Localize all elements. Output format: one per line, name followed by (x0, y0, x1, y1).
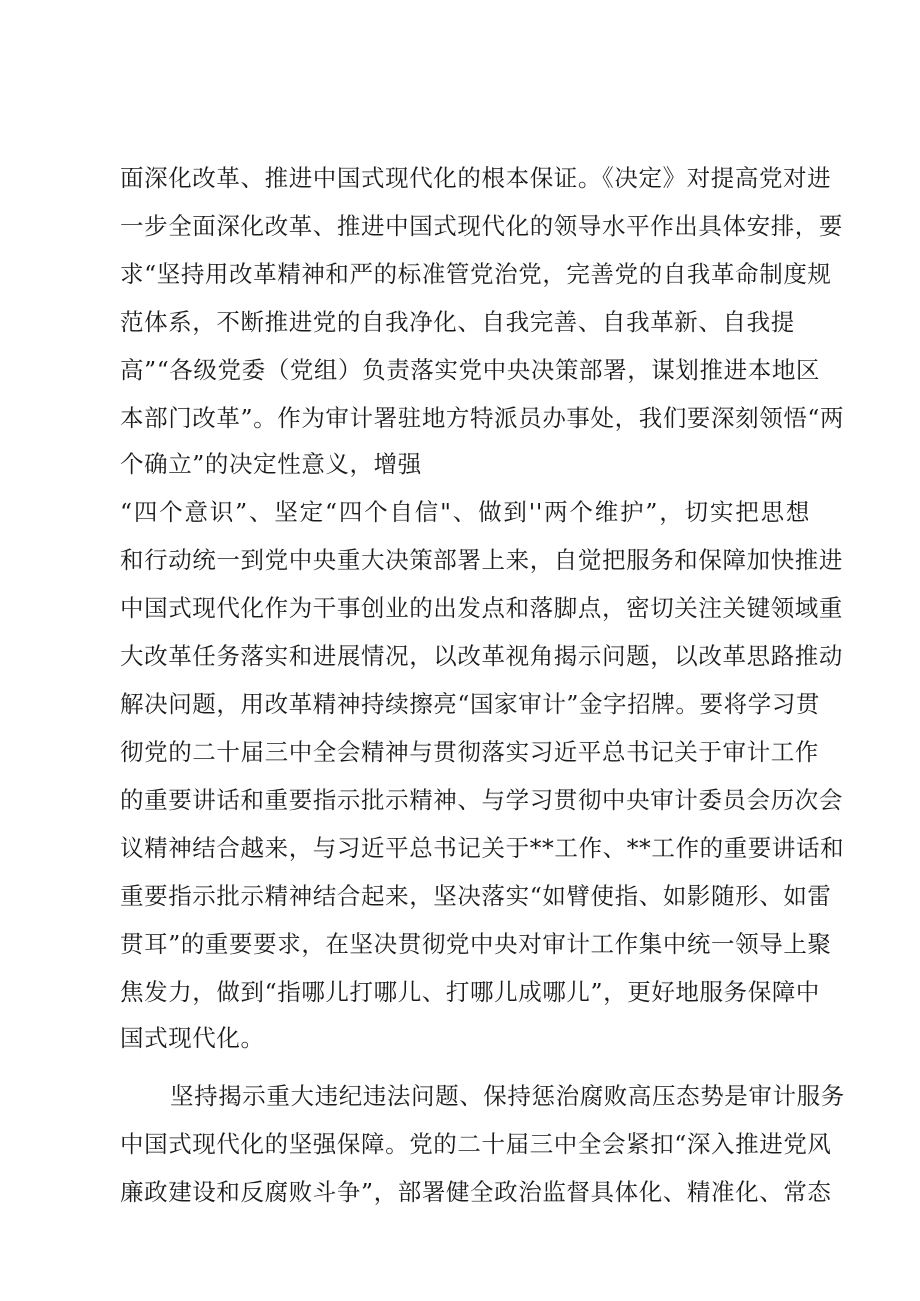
text-line: 重要指示批示精神结合起来，坚决落实“如臂使指、如影随形、如雷 (120, 882, 832, 910)
text-line: 议精神结合越来，与习近平总书记关于**工作、**工作的重要讲话和 (120, 834, 845, 862)
text-line: 和行动统一到党中央重大决策部署上来，自觉把服务和保障加快推进 (120, 546, 843, 574)
text-line: 大改革任务落实和进展情况，以改革视角揭示问题，以改革思路推动 (120, 642, 843, 670)
text-line: “四个意识”、坚定“四个自信"、做到''两个维护”，切实把思想 (120, 498, 810, 526)
text-line: 贯耳”的重要要求，在坚决贯彻党中央对审计工作集中统一领导上聚 (120, 930, 832, 958)
text-line: 高”“各级党委（党组）负责落实党中央决策部署，谋划推进本地区 (120, 356, 821, 384)
text-line: 个确立”的决定性意义，增强 (120, 450, 422, 478)
text-line: 解决问题，用改革精神持续擦亮“国家审计”金字招牌。要将学习贯 (120, 690, 821, 718)
text-line: 国式现代化。 (120, 1024, 265, 1052)
text-line: 彻党的二十届三中全会精神与贯彻落实习近平总书记关于审计工作 (120, 738, 819, 766)
text-line: 面深化改革、推进中国式现代化的根本保证。《决定》对提高党对进 (120, 164, 832, 192)
text-line: 求“坚持用改革精神和严的标准管党治党，完善党的自我革命制度规 (120, 260, 832, 288)
text-line: 焦发力，做到“指哪儿打哪儿、打哪儿成哪儿”，更好地服务保障中 (120, 978, 821, 1006)
paragraph-first-line: 坚持揭示重大违纪违法问题、保持惩治腐败高压态势是审计服务 (170, 1082, 845, 1110)
text-line: 的重要讲话和重要指示批示精神、与学习贯彻中央审计委员会历次会 (120, 786, 843, 814)
text-line: 一步全面深化改革、推进中国式现代化的领导水平作出具体安排，要 (120, 212, 843, 240)
text-line: 廉政建设和反腐败斗争”，部署健全政治监督具体化、精准化、常态 (120, 1178, 832, 1206)
text-line: 本部门改革”。作为审计署驻地方特派员办事处，我们要深刻领悟“两 (120, 404, 845, 432)
text-line: 范体系，不断推进党的自我净化、自我完善、自我革新、自我提 (120, 308, 795, 336)
text-line: 中国式现代化作为干事创业的出发点和落脚点，密切关注关键领域重 (120, 594, 843, 622)
text-line: 中国式现代化的坚强保障。党的二十届三中全会紧扣“深入推进党风 (120, 1130, 832, 1158)
